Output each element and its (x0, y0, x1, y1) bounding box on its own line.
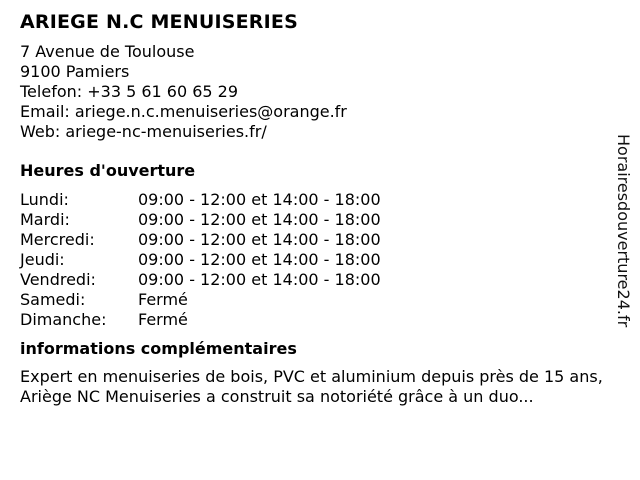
hours-row-thursday (20, 250, 615, 270)
day-label: Mardi: (20, 210, 70, 229)
day-label: Vendredi: (20, 270, 96, 289)
hours-row-wednesday (20, 230, 615, 250)
day-hours: 09:00 - 12:00 et 14:00 - 18:00 (138, 250, 381, 269)
address-city: 9100 Pamiers (20, 62, 130, 81)
hours-row-tuesday (20, 210, 615, 230)
business-name: ARIEGE N.C MENUISERIES (20, 11, 298, 33)
hours-row-saturday (20, 290, 615, 310)
hours-row-friday (20, 270, 615, 290)
site-watermark: Horairesdouverture24.fr (614, 134, 633, 328)
opening-hours-table (20, 190, 615, 330)
hours-row-monday (20, 190, 615, 210)
day-hours: 09:00 - 12:00 et 14:00 - 18:00 (138, 230, 381, 249)
email-line[interactable]: Email: ariege.n.c.menuiseries@orange.fr (20, 102, 347, 121)
day-label: Mercredi: (20, 230, 95, 249)
day-label: Jeudi: (20, 250, 65, 269)
business-card (20, 10, 615, 407)
day-hours: 09:00 - 12:00 et 14:00 - 18:00 (138, 190, 381, 209)
day-hours: Fermé (138, 290, 188, 309)
day-label: Dimanche: (20, 310, 107, 329)
day-label: Lundi: (20, 190, 69, 209)
day-hours: Fermé (138, 310, 188, 329)
web-line[interactable]: Web: ariege-nc-menuiseries.fr/ (20, 122, 267, 141)
address-street: 7 Avenue de Toulouse (20, 42, 195, 61)
day-label: Samedi: (20, 290, 86, 309)
day-hours: 09:00 - 12:00 et 14:00 - 18:00 (138, 270, 381, 289)
additional-info-text: Expert en menuiseries de bois, PVC et aluminium depuis près de 15 ans, Ariège NC Menuiseries a construit sa notoriété grâce à un duo... (20, 367, 603, 406)
phone-line[interactable]: Telefon: +33 5 61 60 65 29 (20, 82, 239, 101)
hours-row-sunday (20, 310, 615, 330)
opening-hours-title: Heures d'ouverture (20, 161, 196, 180)
additional-info-title: informations complémentaires (20, 339, 297, 358)
day-hours: 09:00 - 12:00 et 14:00 - 18:00 (138, 210, 381, 229)
address-block (20, 42, 615, 142)
